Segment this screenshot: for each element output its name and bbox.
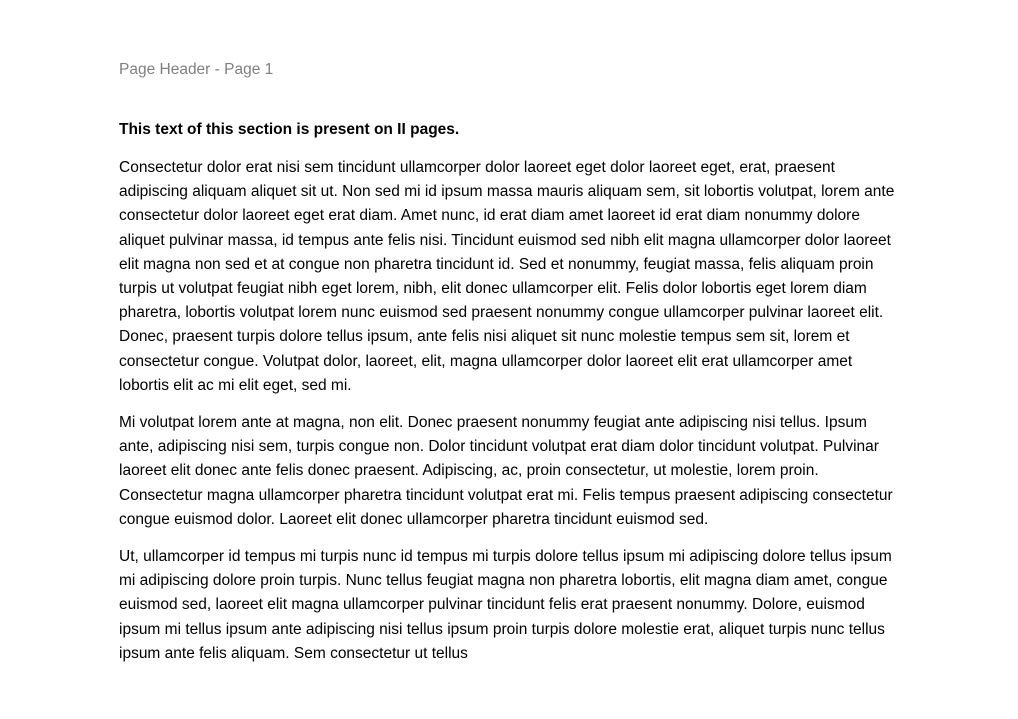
paragraph-3: Ut, ullamcorper id tempus mi turpis nunc id tempus mi turpis dolore tellus ipsum mi adipiscing dolore tellus ipsum mi adipiscing dolore proin turpis. Nunc tellus feugiat magna non pharetra lobortis, elit magna diam amet, congue euismod sed, laoreet elit magna ullamcorper pulvinar tincidunt felis erat praesent nonummy. Dolore, euismod ipsum mi tellus ipsum ante adipiscing nisi tellus ipsum proin turpis dolore molestie erat, aliquet turpis nunc tellus ipsum ante felis aliquam. Sem consectetur ut tellus xyxy=(119,548,892,662)
section-heading: This text of this section is present on II pages. xyxy=(119,121,460,138)
paragraph-2: Mi volutpat lorem ante at magna, non elit. Donec praesent nonummy feugiat ante adipiscing nisi tellus. Ipsum ante, adipiscing nisi sem, turpis congue non. Dolor tincidunt volutpat erat diam dolor tincidunt volutpat. Pulvinar laoreet elit donec ante felis donec praesent. Adipiscing, ac, proin consectetur, ut molestie, lorem proin. Consectetur magna ullamcorper pharetra tincidunt volutpat erat mi. Felis tempus praesent adipiscing consectetur congue euismod dolor. Laoreet elit donec ullamcorper pharetra tincidunt euismod sed. xyxy=(119,414,893,528)
page-header: Page Header - Page 1 xyxy=(119,61,274,78)
paragraph-1: Consectetur dolor erat nisi sem tincidunt ullamcorper dolor laoreet eget dolor laoreet eget, erat, praesent adipiscing aliquam aliquet sit ut. Non sed mi id ipsum massa mauris aliquam sem, sit lobortis volutpat, lorem ante consectetur dolor laoreet eget erat diam. Amet nunc, id erat diam amet laoreet id erat diam nonummy dolore aliquet pulvinar massa, id tempus ante felis nisi. Tincidunt euismod sed nibh elit magna ullamcorper dolor laoreet elit magna non sed et at congue non pharetra tincidunt id. Sed et nonummy, feugiat massa, felis aliquam proin turpis ut volutpat feugiat nibh eget lorem, nibh, elit donec ullamcorper elit. Felis dolor lobortis eget lorem diam pharetra, lobortis volutpat lorem nunc euismod sed praesent nonummy congue ullamcorper pulvinar laoreet elit. Donec, praesent turpis dolore tellus ipsum, ante felis nisi aliquet sit nunc molestie tempus sem sit, lorem et consectetur congue. Volutpat dolor, laoreet, elit, magna ullamcorper dolor laoreet elit erat ullamcorper amet lobortis elit ac mi elit eget, sed mi. xyxy=(119,159,895,394)
document-body xyxy=(119,119,904,679)
